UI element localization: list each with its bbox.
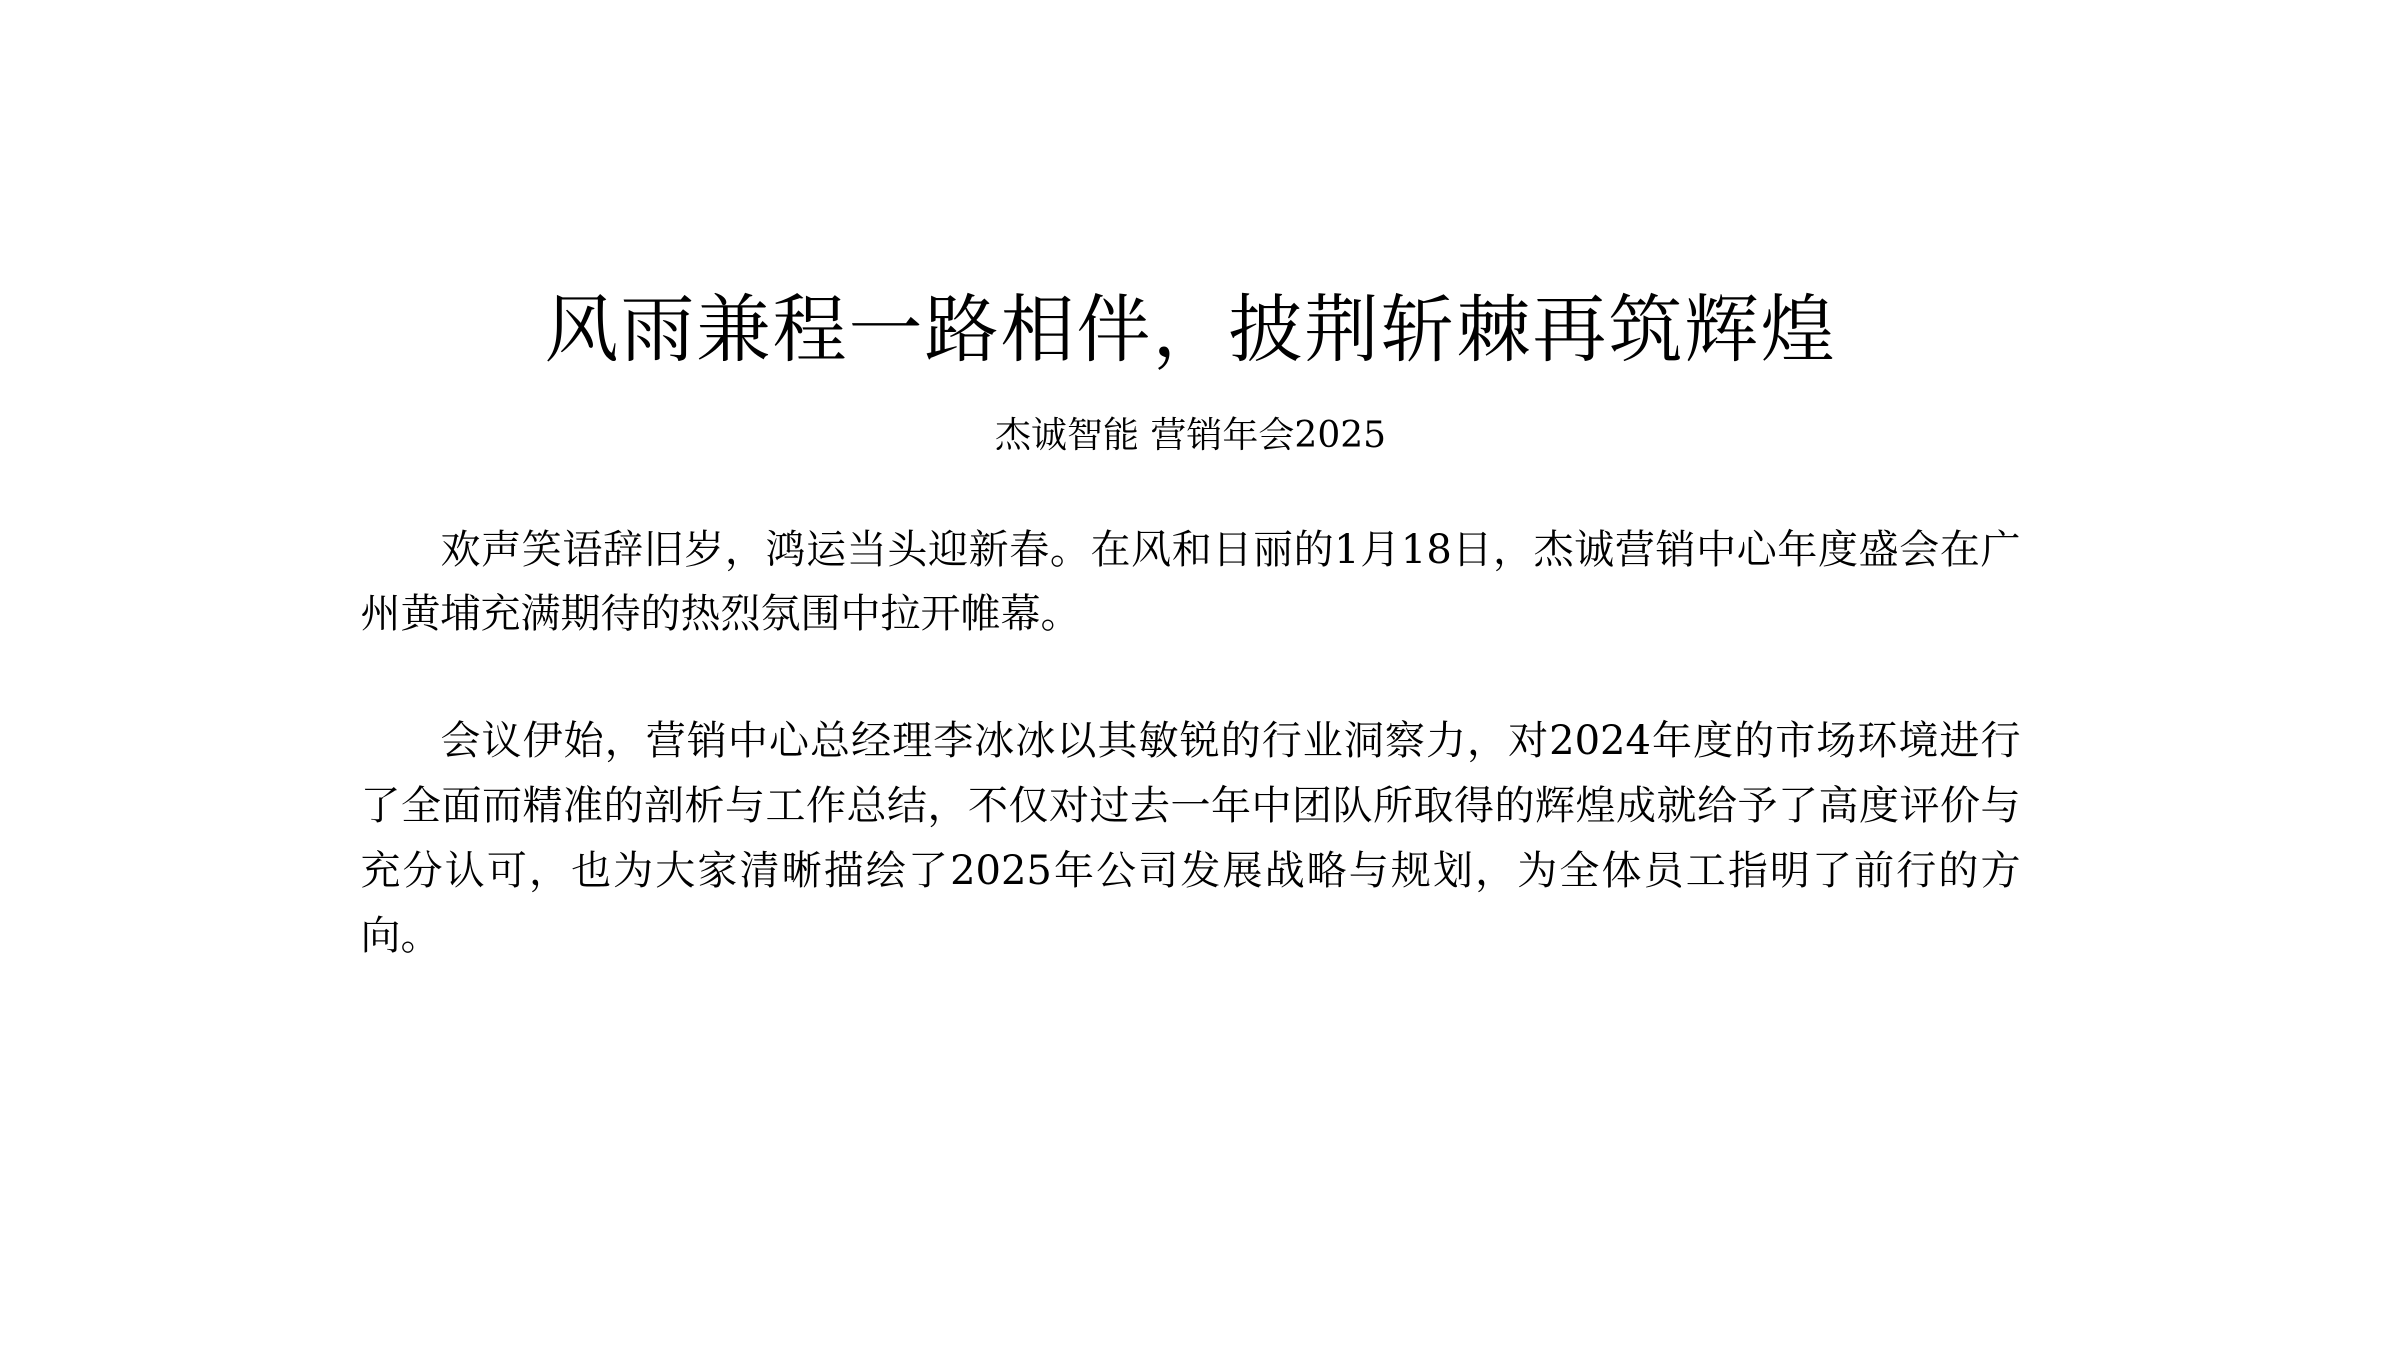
document-paragraph: 会议伊始，营销中心总经理李冰冰以其敏锐的行业洞察力，对2024年度的市场环境进行了全面而精准的剖析与工作总结，不仅对过去一年中团队所取得的辉煌成就给予了高度评价与充分认可，也为大家清晰描绘了2025年公司发展战略与规划，为全体员工指明了前行的方向。 — [360, 718, 2021, 959]
document-title: 风雨兼程一路相伴，披荆斩棘再筑辉煌 — [544, 287, 1837, 373]
document-paragraph: 欢声笑语辞旧岁，鸿运当头迎新春。在风和日丽的1月18日，杰诚营销中心年度盛会在广州黄埔充满期待的热烈氛围中拉开帷幕。 — [360, 526, 2021, 638]
document-subtitle: 杰诚智能 营销年会2025 — [994, 414, 1387, 456]
document-content — [361, 460, 2021, 969]
